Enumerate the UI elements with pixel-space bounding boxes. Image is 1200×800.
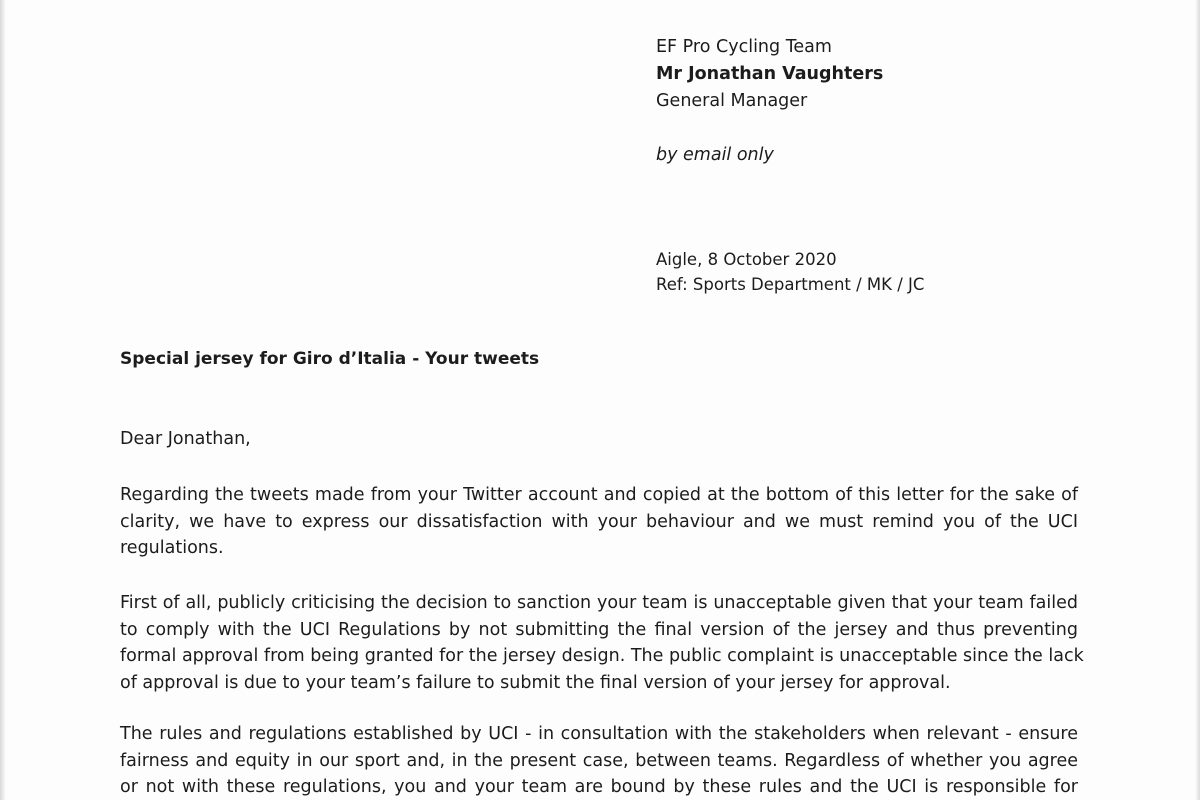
paragraph-line: of approval is due to your team’s failure to submit the final version of your jersey for approval.: [120, 672, 951, 693]
paragraph-line: or not with these regulations, you and your team are bound by these rules and the UCI is responsible for: [120, 777, 1078, 797]
paragraph-line: regulations.: [120, 538, 224, 558]
recipient-name: Mr Jonathan Vaughters: [656, 64, 884, 84]
paragraph-line: to comply with the UCI Regulations by not submitting the final version of the jersey and thus preventing: [120, 619, 1078, 640]
letter-subject: Special jersey for Giro d’Italia - Your tweets: [120, 349, 540, 369]
delivery-method: by email only: [656, 145, 774, 165]
reference-line: Ref: Sports Department / MK / JC: [656, 275, 925, 294]
salutation: Dear Jonathan,: [120, 429, 251, 449]
paragraph-line: fairness and equity in our sport and, in the present case, between teams. Regardless of whether you agree: [120, 750, 1078, 771]
paragraph-line: Regarding the tweets made from your Twitter account and copied at the bottom of this letter for the sake of: [120, 485, 1078, 505]
place-date: Aigle, 8 October 2020: [656, 250, 837, 269]
paragraph-line: clarity, we have to express our dissatisfaction with your behaviour and we must remind you of the UCI: [120, 511, 1078, 532]
paragraph-line: The rules and regulations established by UCI - in consultation with the stakeholders when relevant - ensure: [120, 724, 1078, 744]
paragraph-3: [120, 721, 1078, 800]
paragraph-line: formal approval from being granted for the jersey design. The public complaint is unacceptable since the lack: [120, 646, 1084, 666]
spacer: [656, 115, 883, 142]
page-edge-right: [1195, 0, 1200, 800]
paragraph-2: [120, 590, 1084, 696]
recipient-organization: EF Pro Cycling Team: [656, 37, 832, 57]
page-edge-left: [0, 0, 6, 800]
paragraph-1: [120, 482, 1078, 562]
recipient-title: General Manager: [656, 91, 808, 111]
dateline-block: [656, 247, 924, 297]
paragraph-line: First of all, publicly criticising the decision to sanction your team is unacceptable given that your team failed: [120, 593, 1078, 613]
recipient-block: [656, 34, 883, 169]
